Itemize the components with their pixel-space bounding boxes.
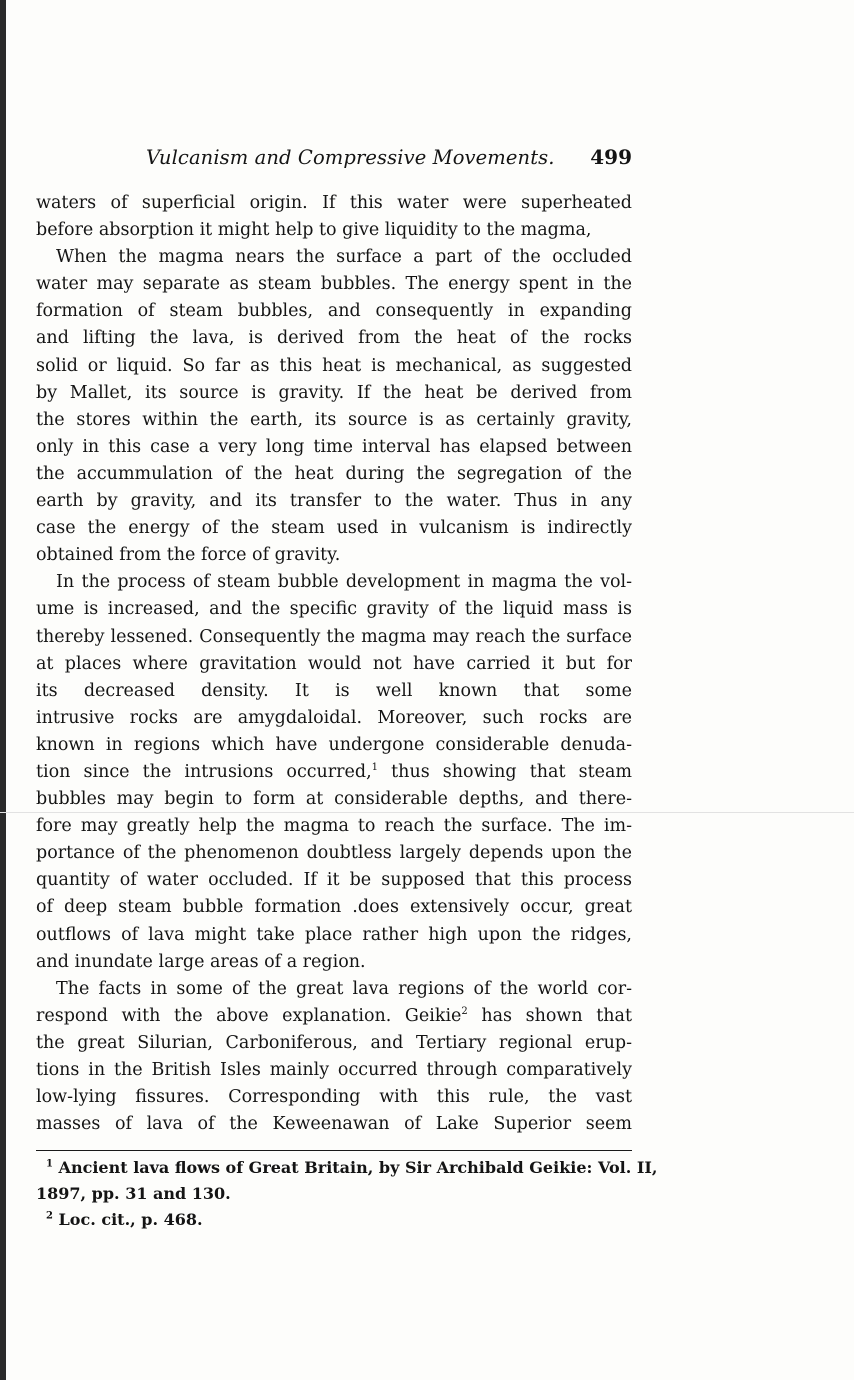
footnote-1-text: Ancient lava flows of Great Britain, by Sir Archibald Geikie: Vol. II, xyxy=(58,1158,658,1177)
text-line: bubbles may begin to form at considerable depths, and there- xyxy=(36,789,632,810)
text-line: low-lying fissures. Corresponding with this rule, the vast xyxy=(36,1087,632,1108)
text-line: case the energy of the steam used in vulcanism is indirectly xyxy=(36,518,632,539)
text-fragment: thus showing that steam xyxy=(378,761,633,782)
text-line: intrusive rocks are amygdaloidal. Moreover, such rocks are xyxy=(36,707,632,728)
text-line: the stores within the earth, its source is as certainly gravity, xyxy=(36,409,632,430)
footnote-2-mark: 2 xyxy=(46,1210,53,1222)
text-line: The facts in some of the great lava regions of the world cor- xyxy=(56,978,632,999)
text-line: and inundate large areas of a region. xyxy=(36,951,366,972)
text-line: obtained from the force of gravity. xyxy=(36,545,341,566)
footnote-mark: 2 xyxy=(461,1005,468,1017)
text-line: before absorption it might help to give liquidity to the magma, xyxy=(36,220,592,241)
footnote-1-mark: 1 xyxy=(46,1158,53,1170)
text-line: its decreased density. It is well known that some xyxy=(36,680,632,701)
text-line: at places where gravitation would not have carried it but for xyxy=(36,653,632,674)
page-header xyxy=(36,144,632,174)
footnote-mark: 1 xyxy=(371,762,379,774)
page-binding-edge xyxy=(0,0,6,1380)
text-fragment: respond with the above explanation. Geikie xyxy=(36,1005,462,1026)
text-line: the accummulation of the heat during the segregation of the xyxy=(36,463,632,484)
text-line: formation of steam bubbles, and consequently in expanding xyxy=(36,301,632,322)
footnote-1 xyxy=(36,1155,658,1181)
text-line: When the magma nears the surface a part of the occluded xyxy=(56,247,632,268)
text-line: quantity of water occluded. If it be supposed that this process xyxy=(36,870,632,891)
text-line: of deep steam bubble formation .does extensively occur, great xyxy=(36,897,632,918)
running-title: Vulcanism and Compressive Movements. xyxy=(146,146,555,169)
text-line: known in regions which have undergone considerable denuda- xyxy=(36,734,632,755)
text-line: ume is increased, and the specific gravity of the liquid mass is xyxy=(36,599,632,620)
footnote-2-text: Loc. cit., p. 468. xyxy=(58,1210,203,1229)
text-line: thereby lessened. Consequently the magma may reach the surface xyxy=(36,626,632,647)
text-line: by Mallet, its source is gravity. If the heat be derived from xyxy=(36,382,632,403)
footnote-divider xyxy=(36,1150,632,1151)
text-line: waters of superficial origin. If this water were superheated xyxy=(36,193,632,213)
text-line: earth by gravity, and its transfer to the water. Thus in any xyxy=(36,491,632,512)
page-number: 499 xyxy=(590,145,632,169)
text-line: only in this case a very long time interval has elapsed between xyxy=(36,436,632,457)
text-line: the great Silurian, Carboniferous, and Tertiary regional erup- xyxy=(36,1032,632,1053)
text-line: masses of lava of the Keweenawan of Lake Superior seem xyxy=(36,1114,632,1135)
text-line: water may separate as steam bubbles. The energy spent in the xyxy=(36,274,632,295)
footnote-1-continued: 1897, pp. 31 and 130. xyxy=(36,1184,231,1203)
text-line: In the process of steam bubble development in magma the vol- xyxy=(56,572,632,593)
text-line: tions in the British Isles mainly occurred through comparatively xyxy=(36,1060,632,1080)
text-line: and lifting the lava, is derived from the heat of the rocks xyxy=(36,328,632,349)
text-line: solid or liquid. So far as this heat is mechanical, as suggested xyxy=(36,355,632,376)
text-fragment: has shown that xyxy=(467,1005,632,1026)
text-line: outflows of lava might take place rather high upon the ridges, xyxy=(36,924,632,945)
text-line-with-footnote xyxy=(36,1003,632,1030)
footnotes xyxy=(36,1155,658,1233)
text-line: fore may greatly help the magma to reach the surface. The im- xyxy=(36,816,632,837)
text-line: portance of the phenomenon doubtless largely depends upon the xyxy=(36,843,632,864)
text-fragment: tion since the intrusions occurred, xyxy=(36,761,372,782)
body-text xyxy=(36,190,632,1138)
text-line-with-footnote xyxy=(36,759,632,786)
footnote-2 xyxy=(36,1207,632,1233)
